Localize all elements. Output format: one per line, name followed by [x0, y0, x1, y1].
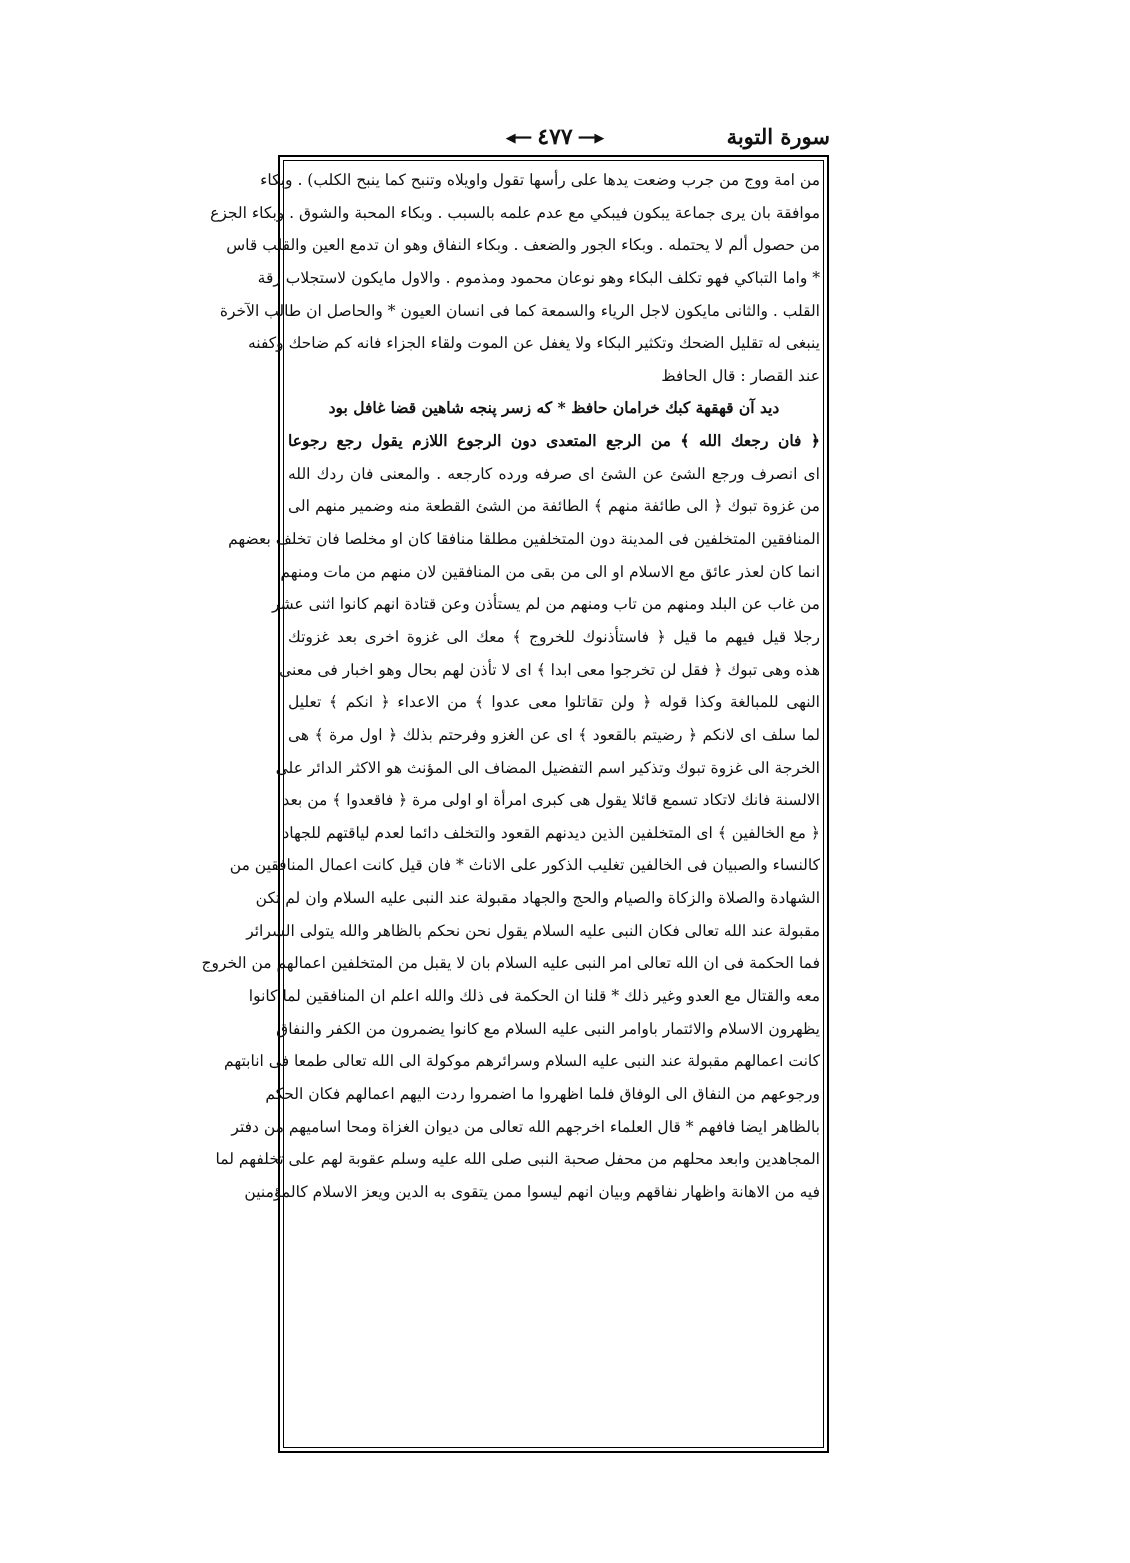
- text-line: ورجوعهم من النفاق الى الوفاق فلما اظهروا ما اضمروا ردت اليهم اعمالهم فكان الحكم: [265, 1084, 820, 1103]
- body-text: [201, 164, 820, 1448]
- page-header: [280, 120, 830, 154]
- text-line: عند القصار : قال الحافظ: [661, 366, 820, 385]
- text-line: مقبولة عند الله تعالى فكان النبى عليه السلام يقول نحن نحكم بالظاهر والله يتولى السرائر: [246, 921, 820, 940]
- text-line: النهى للمبالغة وكذا قوله ﴿ ولن تقاتلوا معى عدوا ﴾ من الاعداء ﴿ انكم ﴾ تعليل: [288, 693, 820, 712]
- text-line: فيه من الاهانة واظهار نفاقهم وبيان انهم ليسوا ممن يتقوى به الدين ويعز الاسلام كالمؤمنين: [244, 1182, 820, 1201]
- text-line: يظهرون الاسلام والائتمار باوامر النبى عليه السلام مع كانوا يضمرون من الكفر والنفاق: [276, 1019, 820, 1038]
- text-line: اى انصرف ورجع الشئ عن الشئ اى صرفه ورده كارجعه . والمعنى فان ردك الله: [288, 464, 820, 483]
- text-line: رجلا قيل فيهم ما قيل ﴿ فاستأذنوك للخروج ﴾ معك الى غزوة اخرى بعد غزوتك: [288, 627, 820, 646]
- text-line: المنافقين المتخلفين فى المدينة دون المتخلفين مطلقا منافقا كان او مخلصا فان تخلف بعضهم: [228, 530, 820, 549]
- text-line: كالنساء والصبيان فى الخالفين تغليب الذكور على الاناث * فان قيل كانت اعمال المنافقين من: [229, 856, 820, 875]
- text-line: من غزوة تبوك ﴿ الى طائفة منهم ﴾ الطائفة من الشئ القطعة منه وضمير منهم الى: [288, 497, 820, 516]
- text-line: القلب . والثانى مايكون لاجل الرياء والسمعة كما فى انسان العيون * والحاصل ان طالب الآخرة: [219, 301, 820, 320]
- left-ornament-icon: ◀━━: [505, 130, 532, 146]
- surah-title: سورة التوبة: [726, 124, 830, 149]
- text-line: * واما التباكي فهو تكلف البكاء وهو نوعان محمود ومذموم . والاول مايكون لاستجلاب رقة: [257, 268, 820, 287]
- page-number-ornament: [280, 124, 830, 150]
- text-line: بالظاهر ايضا فافهم * قال العلماء اخرجهم الله تعالى من ديوان الغزاة ومحا اساميهم من دفتر: [231, 1117, 820, 1136]
- text-line: المجاهدين وابعد محلهم من محفل صحبة النبى صلى الله عليه وسلم عقوبة لهم على تخلفهم لما: [215, 1150, 820, 1169]
- text-line: ينبغى له تقليل الضحك وتكثير البكاء ولا يغفل عن الموت ولقاء الجزاء فانه كم ضاحك وكفنه: [247, 334, 820, 353]
- text-line: لما سلف اى لانكم ﴿ رضيتم بالقعود ﴾ اى عن الغزو وفرحتم بذلك ﴿ اول مرة ﴾ هى: [288, 725, 820, 744]
- text-line: من غاب عن البلد ومنهم من تاب ومنهم من لم يستأذن وعن قتادة انهم كانوا اثنى عشر: [272, 595, 820, 614]
- text-line: انما كان لعذر عائق مع الاسلام او الى من بقى من المنافقين لان منهم من مات ومنهم: [280, 562, 820, 581]
- text-line: معه والقتال مع العدو وغير ذلك * قلنا ان الحكمة فى ذلك والله اعلم ان المنافقين لما كانوا: [248, 987, 820, 1006]
- text-line: كانت اعمالهم مقبولة عند النبى عليه السلام وسرائرهم موكولة الى الله تعالى طمعا فى انابتهم: [224, 1052, 820, 1071]
- text-line: ﴿ مع الخالفين ﴾ اى المتخلفين الذين ديدنهم القعود والتخلف دائما لعدم لياقتهم للجهاد: [282, 823, 820, 842]
- right-ornament-icon: ━━▶: [578, 130, 605, 146]
- text-line: فما الحكمة فى ان الله تعالى امر النبى عليه السلام بان لا يقبل من المتخلفين اعمالهم من الخروج: [201, 954, 820, 973]
- text-line: الشهادة والصلاة والزكاة والصيام والحج والجهاد مقبولة عند النبى عليه السلام وان لم تكن: [255, 889, 820, 908]
- text-line: من امة ووج من جرب وضعت يدها على رأسها تقول واويلاه وتنبح كما ينبح الكلب) . وبكاء: [260, 171, 820, 189]
- text-line: الخرجة الى غزوة تبوك وتذكير اسم التفضيل المضاف الى المؤنث هو الاكثر الدائر على: [275, 758, 820, 777]
- page-number: ٤٧٧: [537, 124, 573, 150]
- text-line: هذه وهى تبوك ﴿ فقل لن تخرجوا معى ابدا ﴾ اى لا تأذن لهم بحال وهو اخبار فى معنى: [279, 660, 820, 679]
- text-line: الالسنة فانك لاتكاد تسمع قائلا يقول هى كبرى امرأة او اولى مرة ﴿ فاقعدوا ﴾ من بعد: [282, 791, 820, 810]
- text-line: من حصول ألم لا يحتمله . وبكاء الجور والضعف . وبكاء النفاق وهو ان تدمع العين والقلب قاس: [226, 236, 820, 255]
- text-line: ﴿ فان رجعك الله ﴾ من الرجع المتعدى دون الرجوع اللازم يقول رجع رجوعا: [288, 431, 820, 451]
- text-line: موافقة بان يرى جماعة يبكون فيبكي مع عدم علمه بالسبب . وبكاء المحبة والشوق . وبكاء الجزع: [210, 203, 820, 222]
- persian-verse: ديد آن قهقهة كبك خرامان حافظ * كه زسر پنجه شاهين قضا غافل بود: [328, 398, 780, 418]
